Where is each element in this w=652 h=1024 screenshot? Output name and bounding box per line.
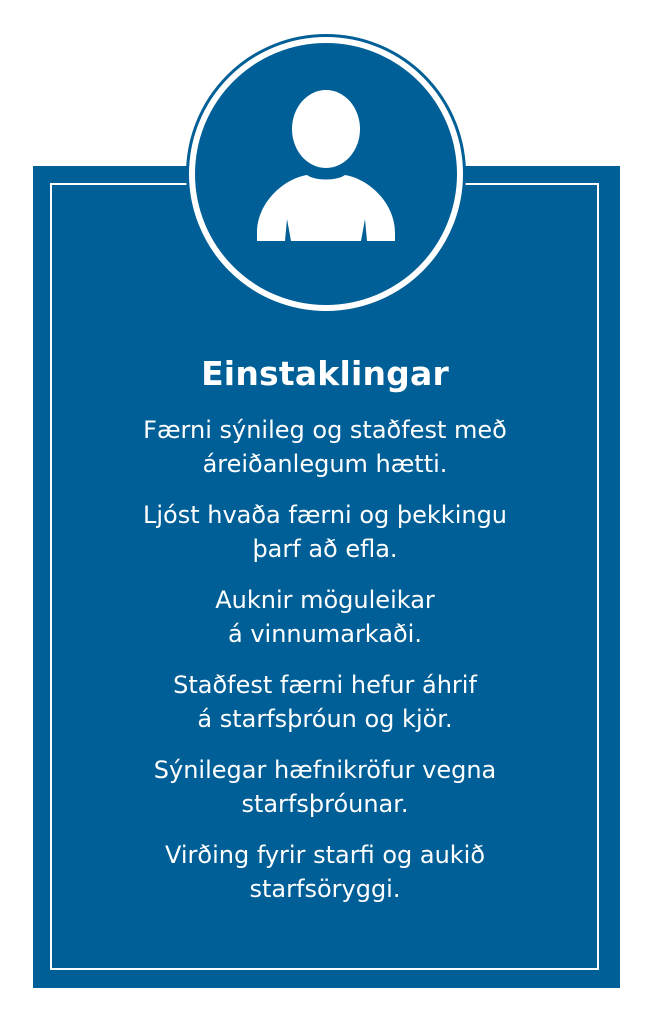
benefit-item: Staðfest færni hefur áhrif á starfsþróun og kjör. xyxy=(173,671,477,733)
benefit-item: Sýnilegar hæfnikröfur vegna starfsþróunar. xyxy=(153,756,497,818)
avatar xyxy=(195,43,457,305)
benefit-item: Færni sýnileg og staðfest með áreiðanlegum hætti. xyxy=(143,416,507,478)
benefit-item: Virðing fyrir starfi og aukið starfsöryggi. xyxy=(164,841,486,903)
card-title: Einstaklingar xyxy=(201,354,449,393)
benefit-item: Ljóst hvaða færni og þekkingu þarf að efla. xyxy=(142,501,508,563)
person-icon xyxy=(195,43,457,305)
card-content xyxy=(80,347,570,923)
benefit-item: Auknir möguleikar á vinnumarkaði. xyxy=(215,586,435,648)
